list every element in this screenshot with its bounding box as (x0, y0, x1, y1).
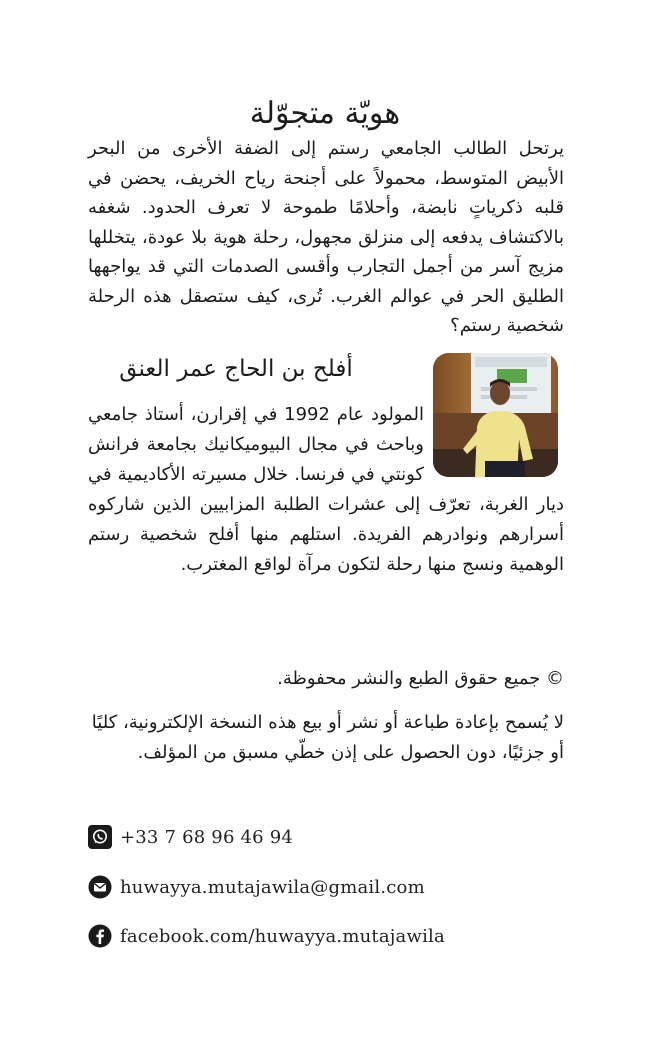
author-name: أفلح بن الحاج عمر العنق (119, 356, 353, 382)
author-bio (88, 400, 564, 580)
email-address: huwayya.mutajawila@gmail.com (120, 876, 425, 898)
copyright-notice: © جميع حقوق الطبع والنشر محفوظة. (277, 668, 564, 689)
contact-facebook[interactable] (88, 922, 445, 950)
contact-email[interactable] (88, 873, 425, 901)
facebook-url: facebook.com/huwayya.mutajawila (120, 925, 445, 947)
book-title: هويّة متجوّلة (249, 96, 401, 131)
rights-notice: لا يُسمح بإعادة طباعة أو نشر أو بيع هذه النسخة الإلكترونية، كليًا أو جزئيًا، دون الحصول على إذن خطّي مسبق من المؤلف. (91, 712, 564, 763)
book-synopsis: يرتحل الطالب الجامعي رستم إلى الضفة الأخرى من البحر الأبيض المتوسط، محمولاً على أجنحة رياح الخريف، يحضن في قلبه ذكرياتٍ نابضة، وأحلامًا طموحة لا تعرف الحدود. شغفه بالاكتشاف يدفعه إلى منزلق مجهول، رحلة هوية بلا عودة، يتخللها مزيج آسر من أجمل التجارب وأقسى الصدمات التي قد يواجهها الطليق الحر في عوالم الغرب. تُرى، كيف ستصقل هذه الرحلة شخصية رستم؟ (88, 138, 564, 336)
email-icon (88, 875, 112, 899)
contact-phone[interactable] (88, 823, 293, 851)
phone-number: +33 7 68 96 46 94 (120, 826, 294, 848)
author-bio-text: المولود عام 1992 في إقرارن، أستاذ جامعي وباحث في مجال البيوميكانيك بجامعة فرانش كونتي في فرنسا. خلال مسيرته الأكاديمية في ديار الغربة، تعرّف إلى عشرات الطلبة المزابيين الذين شاركوه أسرارهم ونوادرهم الفريدة. استلهم منها أفلح شخصية رستم الوهمية ونسج منها رحلة لتكون مرآة لواقع المغترب. (88, 404, 564, 575)
whatsapp-icon (88, 825, 112, 849)
photo-spacer (424, 400, 564, 486)
facebook-icon (88, 924, 112, 948)
